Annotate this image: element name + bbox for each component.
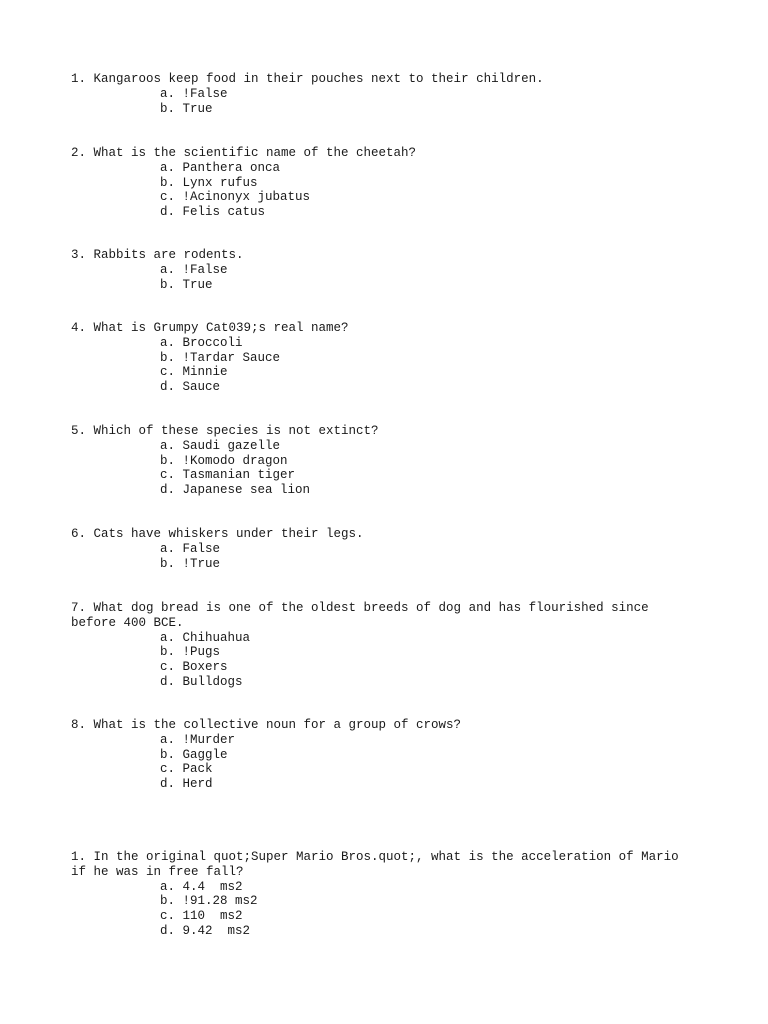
answer-option: b. !True xyxy=(160,556,221,571)
question-block xyxy=(71,527,691,571)
answer-option: a. Saudi gazelle xyxy=(160,438,281,453)
question-block xyxy=(71,601,691,690)
answer-option: b. !Pugs xyxy=(160,645,221,660)
answer-option: d. 9.42 ms2 xyxy=(160,923,251,938)
answer-option: a. False xyxy=(160,541,221,556)
answer-option: a. Panthera onca xyxy=(160,160,281,175)
question-text: 6. Cats have whiskers under their legs. xyxy=(71,527,364,541)
answer-options xyxy=(71,542,691,572)
answer-options xyxy=(71,880,691,939)
answer-option: b. !Komodo dragon xyxy=(160,453,288,468)
question-text: 7. What dog bread is one of the oldest breeds of dog and has flourished since before 400 BCE. xyxy=(71,601,657,630)
question-text: 1. Kangaroos keep food in their pouches next to their children. xyxy=(71,72,544,86)
answer-option: d. Herd xyxy=(160,777,213,792)
question-block xyxy=(71,424,691,498)
answer-options xyxy=(71,87,691,117)
answer-option: b. Lynx rufus xyxy=(160,175,258,190)
question-text: 5. Which of these species is not extinct? xyxy=(71,424,379,438)
question-block xyxy=(71,72,691,116)
question-text: 2. What is the scientific name of the cheetah? xyxy=(71,146,417,160)
answer-option: d. Felis catus xyxy=(160,205,266,220)
answer-option: c. Boxers xyxy=(160,660,228,675)
question-block xyxy=(71,321,691,395)
answer-option: a. 4.4 ms2 xyxy=(160,879,243,894)
answer-option: c. Minnie xyxy=(160,365,228,380)
answer-option: d. Sauce xyxy=(160,380,221,395)
answer-options xyxy=(71,161,691,220)
answer-option: c. 110 ms2 xyxy=(160,909,243,924)
answer-option: c. Tasmanian tiger xyxy=(160,468,296,483)
answer-option: c. Pack xyxy=(160,762,213,777)
question-block xyxy=(71,718,691,792)
question-block xyxy=(71,146,691,220)
answer-option: b. !Tardar Sauce xyxy=(160,350,281,365)
answer-option: a. !Murder xyxy=(160,732,236,747)
answer-option: a. Chihuahua xyxy=(160,630,251,645)
answer-options xyxy=(71,733,691,792)
answer-option: c. !Acinonyx jubatus xyxy=(160,190,311,205)
answer-option: d. Bulldogs xyxy=(160,674,243,689)
question-text: 4. What is Grumpy Cat039;s real name? xyxy=(71,321,349,335)
question-text: 8. What is the collective noun for a group of crows? xyxy=(71,718,462,732)
answer-options xyxy=(71,439,691,498)
answer-options xyxy=(71,336,691,395)
question-text: 3. Rabbits are rodents. xyxy=(71,248,244,262)
answer-options xyxy=(71,631,691,690)
answer-option: b. True xyxy=(160,277,213,292)
answer-option: a. !False xyxy=(160,262,228,277)
question-block xyxy=(71,850,691,939)
answer-option: a. Broccoli xyxy=(160,335,243,350)
question-block xyxy=(71,248,691,292)
answer-option: b. !91.28 ms2 xyxy=(160,894,258,909)
answer-option: b. True xyxy=(160,101,213,116)
question-text: 1. In the original quot;Super Mario Bros.quot;, what is the acceleration of Mario if he was in free fall? xyxy=(71,850,687,879)
answer-option: d. Japanese sea lion xyxy=(160,483,311,498)
answer-options xyxy=(71,263,691,293)
answer-option: b. Gaggle xyxy=(160,747,228,762)
answer-option: a. !False xyxy=(160,86,228,101)
